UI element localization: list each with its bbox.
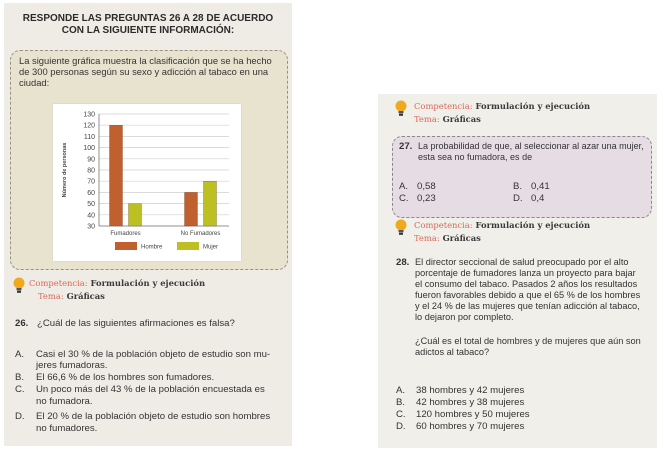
q28-option-c-letter: C. [396, 409, 406, 420]
y-tick-label: 90 [87, 156, 95, 164]
left-page-photo [4, 3, 292, 446]
block1-competencia-value: Formulación y ejecución [475, 101, 591, 111]
competencia-line [29, 278, 205, 288]
legend-swatch-hombre [115, 242, 137, 250]
block1-competencia-label: Competencia: [414, 101, 473, 111]
option-d-line-2: no fumadores. [36, 423, 98, 434]
q28-question-line-1: ¿Cuál es el total de hombres y de mujeres que aún son [415, 336, 641, 346]
y-tick-label: 120 [83, 122, 95, 130]
q27-option-b-letter: B. [513, 181, 523, 192]
intro-line-3: ciudad: [19, 77, 50, 88]
x-tick-label: No Fumadores [180, 231, 221, 237]
block2-tema-label: Tema: [414, 233, 440, 243]
block1-tema-value: Gráficas [442, 114, 481, 124]
q28-line-5: y el 24 % de las mujeres que tenían adicción al tabaco, [415, 301, 640, 311]
y-tick-label: 110 [83, 133, 95, 141]
y-tick-label: 30 [87, 223, 95, 231]
q28-line-1: El director seccional de salud preocupado por el alto [415, 257, 629, 267]
block2-competencia-value: Formulación y ejecución [475, 220, 591, 230]
legend-label-mujer: Mujer [203, 244, 219, 251]
option-b-letter: B. [15, 372, 25, 383]
info-box [10, 50, 288, 270]
block1-competencia-line [414, 101, 590, 111]
q28-option-b-value: 42 hombres y 38 mujeres [416, 397, 525, 408]
option-a-line-2: jeres fumadoras. [36, 360, 108, 371]
heading-line-2: CON LA SIGUIENTE INFORMACIÓN: [61, 25, 235, 36]
y-tick-label: 40 [87, 212, 95, 220]
q28-line-4: fueron favorables debido a que el 65 % de los hombres [415, 290, 641, 300]
q28-option-a-letter: A. [396, 385, 406, 396]
bar-chart-card [53, 104, 241, 261]
competencia-label: Competencia: [29, 278, 88, 288]
q28-option-d-letter: D. [396, 421, 406, 432]
q28-option-c-value: 120 hombres y 50 mujeres [416, 409, 530, 420]
option-a-letter: A. [15, 349, 25, 360]
bar-no-fumadores-hombre [185, 192, 198, 226]
y-tick-label: 50 [87, 201, 95, 209]
bar-chart [53, 104, 241, 261]
q28-option-b-letter: B. [396, 397, 406, 408]
bar-fumadores-mujer [129, 204, 142, 226]
block2-competencia-label: Competencia: [414, 220, 473, 230]
block1-tema-line [414, 114, 481, 124]
option-c-line-1: Un poco más del 43 % de la población encuestada es [36, 384, 265, 395]
intro-line-1: La siguiente gráfica muestra la clasificación que se ha hecho [19, 55, 272, 66]
heading-line-1: RESPONDE LAS PREGUNTAS 26 A 28 DE ACUERDO [22, 13, 274, 24]
block2-competencia-line [414, 220, 590, 230]
question-27-line-1: La probabilidad de que, al seleccionar al azar una mujer, [418, 141, 644, 151]
q28-option-d-value: 60 hombres y 70 mujeres [416, 421, 525, 432]
competencia-value: Formulación y ejecución [90, 278, 206, 288]
option-b-line-1: El 66,6 % de los hombres son fumadores. [36, 372, 215, 383]
lightbulb-icon [12, 277, 26, 295]
option-c-line-2: no fumadora. [36, 396, 93, 407]
q28-line-6: lo dejaron por completo. [415, 312, 514, 322]
tema-value: Gráficas [66, 291, 105, 301]
q27-option-d-value: 0,4 [531, 193, 545, 204]
option-a-line-1: Casi el 30 % de la población objeto de estudio son mu- [36, 349, 271, 360]
option-c-letter: C. [15, 384, 25, 395]
tema-line [38, 291, 105, 301]
y-axis-label: Número de personas [62, 142, 68, 198]
q27-option-a-letter: A. [399, 181, 409, 192]
option-d-line-1: El 20 % de la población objeto de estudio son hombres [36, 411, 271, 422]
y-tick-label: 130 [83, 111, 95, 119]
question-26-text: ¿Cuál de las siguientes afirmaciones es falsa? [37, 318, 235, 329]
y-tick-label: 80 [87, 167, 95, 175]
q27-option-b-value: 0,41 [531, 181, 550, 192]
q28-question-line-2: adictos al tabaco? [415, 347, 490, 357]
question-26-number: 26. [15, 318, 29, 329]
bar-fumadores-hombre [110, 125, 123, 226]
intro-line-2: de 300 personas según su sexo y adicción al tabaco en una [19, 66, 269, 77]
block2-tema-value: Gráficas [442, 233, 481, 243]
bar-no-fumadores-mujer [204, 181, 217, 226]
question-27-line-2: esta sea no fumadora, es de [418, 152, 533, 162]
q28-option-a-value: 38 hombres y 42 mujeres [416, 385, 525, 396]
y-tick-label: 70 [87, 178, 95, 186]
y-tick-label: 60 [87, 189, 95, 197]
q28-line-3: el consumo del tabaco. Pasados 2 años los resultados [415, 279, 638, 289]
lightbulb-icon [394, 219, 408, 237]
option-d-letter: D. [15, 411, 25, 422]
block1-tema-label: Tema: [414, 114, 440, 124]
q27-option-c-value: 0,23 [417, 193, 436, 204]
x-tick-label: Fumadores [110, 231, 141, 237]
question-27-box [392, 136, 652, 218]
y-tick-label: 100 [83, 145, 95, 153]
tema-label: Tema: [38, 291, 64, 301]
right-page-photo [378, 94, 657, 448]
block2-tema-line [414, 233, 481, 243]
lightbulb-icon [394, 100, 408, 118]
q28-line-2: porcentaje de fumadores lanza un proyecto para bajar [415, 268, 636, 278]
question-28-number: 28. [396, 257, 410, 268]
q27-option-a-value: 0,58 [417, 181, 436, 192]
legend-label-hombre: Hombre [141, 244, 163, 251]
q27-option-c-letter: C. [399, 193, 409, 204]
q27-option-d-letter: D. [513, 193, 523, 204]
legend-swatch-mujer [177, 242, 199, 250]
question-27-number: 27. [399, 141, 413, 152]
